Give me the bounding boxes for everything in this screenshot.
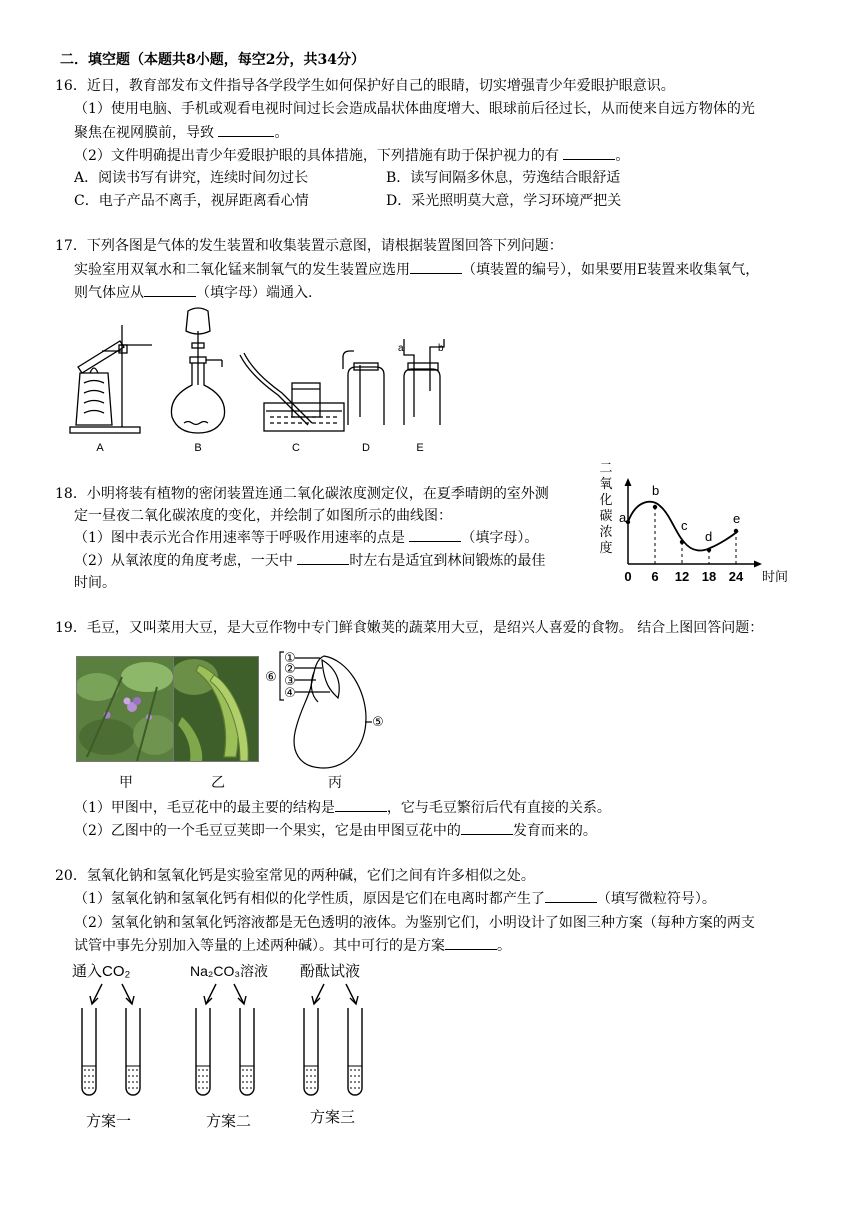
q20-blank-1[interactable]	[545, 902, 597, 903]
reagent-co2: 通入CO₂	[72, 963, 131, 980]
point-d	[707, 548, 711, 552]
q18-blank-1[interactable]	[409, 541, 461, 542]
embryo-axis	[311, 672, 318, 702]
test-tubes	[82, 1008, 362, 1095]
x-tick-24: 24	[728, 569, 744, 584]
label-num-4: ④	[284, 685, 296, 700]
x-axis-arrow	[754, 561, 762, 568]
q19-part1: （1）甲图中，毛豆花中的最主要的结构是 ，它与毛豆繁衍后代有直接的关系。	[74, 800, 611, 816]
x-tick-12: 12	[674, 569, 690, 584]
y-label-char: 碳	[599, 508, 613, 523]
q17-blank-2[interactable]	[144, 296, 196, 297]
q18-blank-2[interactable]	[297, 564, 349, 565]
y-label-char: 度	[599, 540, 613, 555]
label-b: B	[194, 442, 202, 454]
q16-option-c[interactable]: C．电子产品不离手，视屏距离看心情	[74, 193, 309, 209]
q18-part1: （1）图中表示光合作用速率等于呼吸作用速率的点是 （填字母）。	[74, 530, 539, 546]
point-label-b: b	[652, 483, 660, 498]
point-c	[680, 540, 684, 544]
q16-stem: 16．近日，教育部发布文件指导各学段学生如何保护好自己的眼睛，切实增强青少年爱眼护眼意识。	[55, 78, 675, 94]
q17-line2: 实验室用双氧水和二氧化锰来制氧气的发生装置应选用 （填装置的编号），如果要用E装置来收集氧气，	[74, 262, 760, 278]
point-label-a: a	[619, 510, 627, 525]
co2-chart	[592, 460, 792, 588]
caption-bing: 丙	[328, 775, 342, 791]
q20-stem: 20．氢氧化钠和氢氧化钙是实验室常见的两种碱，它们之间有许多相似之处。	[55, 868, 535, 884]
label-num-6: ⑥	[265, 669, 277, 684]
point-label-c: c	[681, 518, 688, 533]
arrows	[90, 984, 358, 1004]
q16-part2: （2）文件明确提出青少年爱眼护眼的具体措施，下列措施有助于保护视力的有 。	[74, 148, 630, 164]
q19-part2: （2）乙图中的一个毛豆豆荚即一个果实，它是由甲图豆花中的 发育而来的。	[74, 823, 597, 839]
x-axis-label: 时间	[762, 569, 789, 584]
label-a: A	[96, 442, 104, 454]
q20-part2-line2: 试管中事先分别加入等量的上述两种碱）。其中可行的是方案 。	[74, 938, 511, 954]
q17-line3: 则气体应从 （填字母）端通入.	[74, 285, 313, 301]
port-a-label: a	[398, 343, 404, 354]
plan-3-label: 方案三	[310, 1109, 356, 1126]
y-label-char: 氧	[599, 476, 613, 491]
gas-apparatus-figure	[60, 305, 460, 455]
label-num-5: ⑤	[372, 714, 384, 729]
y-label-char: 化	[599, 492, 613, 507]
q16-option-d[interactable]: D．采光照明莫大意，学习环境严把关	[386, 193, 622, 209]
caption-yi: 乙	[211, 775, 225, 791]
x-tick-18: 18	[701, 569, 717, 584]
q16-part1-line1: （1）使用电脑、手机或观看电视时间过长会造成晶状体曲度增大、眼球前后径过长，从而使来自远方物体的光	[74, 101, 755, 117]
point-label-e: e	[733, 511, 741, 526]
bean-seed-diagram	[262, 646, 386, 772]
label-num-1: ①	[284, 650, 296, 665]
point-e	[734, 529, 738, 533]
q16-blank-1[interactable]	[218, 136, 274, 137]
apparatus-b	[171, 308, 224, 433]
q19-stem: 19．毛豆，又叫菜用大豆，是大豆作物中专门鲜食嫩荚的蔬菜用大豆，是绍兴人喜爱的食物。 结合上图回答问题：	[55, 620, 764, 636]
soybean-plant-photo	[76, 656, 174, 762]
test-tube-experiments	[64, 958, 384, 1138]
caption-jia: 甲	[119, 775, 133, 791]
q18-line1: 18．小明将装有植物的密闭装置连通二氧化碳浓度测定仪，在夏季晴朗的室外测	[55, 486, 549, 502]
reagent-phenolphthalein: 酚酞试液	[300, 963, 361, 980]
section-header: 二．填空题（本题共8小题，每空2分，共34分）	[60, 52, 365, 68]
q20-part2-line1: （2）氢氧化钠和氢氧化钙溶液都是无色透明的液体。为鉴别它们，小明设计了如图三种方案（每种方案的两支	[74, 915, 755, 931]
q17-stem: 17．下列各图是气体的发生装置和收集装置示意图，请根据装置图回答下列问题：	[55, 238, 563, 254]
q19-blank-1[interactable]	[335, 811, 387, 812]
y-label-char: 浓	[599, 524, 613, 539]
apparatus-c	[240, 353, 344, 431]
plan-2-label: 方案二	[206, 1113, 252, 1130]
q18-part2: （2）从氧浓度的角度考虑，一天中 时左右是适宜到林间锻炼的最佳	[74, 553, 546, 569]
port-b-label: b	[438, 343, 444, 354]
y-axis-label	[599, 460, 612, 555]
q16-option-a[interactable]: A．阅读书写有讲究，连续时间勿过长	[74, 170, 309, 186]
x-tick-0: 0	[624, 569, 632, 584]
label-e: E	[416, 442, 424, 454]
label-c: C	[292, 442, 300, 454]
point-a	[626, 520, 630, 524]
q20-part1: （1）氢氧化钠和氢氧化钙有相似的化学性质，原因是它们在电离时都产生了 （填写微粒符号）。	[74, 891, 716, 907]
q16-part1-line2: 聚焦在视网膜前，导致 。	[74, 125, 289, 141]
q18-part2-cont: 时间。	[74, 575, 116, 591]
point-label-d: d	[705, 529, 713, 544]
soybean-plant-image	[77, 657, 173, 761]
x-tick-6: 6	[651, 569, 659, 584]
plan-1-label: 方案一	[86, 1113, 132, 1130]
label-d: D	[362, 442, 370, 454]
y-axis-arrow	[625, 478, 632, 486]
seed-outline	[294, 656, 366, 768]
apparatus-d	[343, 351, 384, 425]
apparatus-a	[70, 325, 152, 433]
label-num-2: ②	[284, 661, 296, 676]
q18-line2: 定一昼夜二氧化碳浓度的变化，并绘制了如图所示的曲线图：	[74, 508, 452, 524]
q17-blank-1[interactable]	[410, 273, 462, 274]
point-b	[653, 505, 657, 509]
y-label-char: 二	[599, 460, 613, 475]
q19-blank-2[interactable]	[461, 834, 513, 835]
q16-blank-2[interactable]	[563, 159, 615, 160]
label-num-3: ③	[284, 673, 296, 688]
reagent-na2co3: Na₂CO₃溶液	[190, 963, 269, 979]
soybean-pod-photo	[173, 656, 259, 762]
soybean-pod-image	[174, 657, 258, 761]
q16-option-b[interactable]: B．读写间隔多休息，劳逸结合眼舒适	[386, 170, 621, 186]
q20-blank-2[interactable]	[445, 949, 497, 950]
